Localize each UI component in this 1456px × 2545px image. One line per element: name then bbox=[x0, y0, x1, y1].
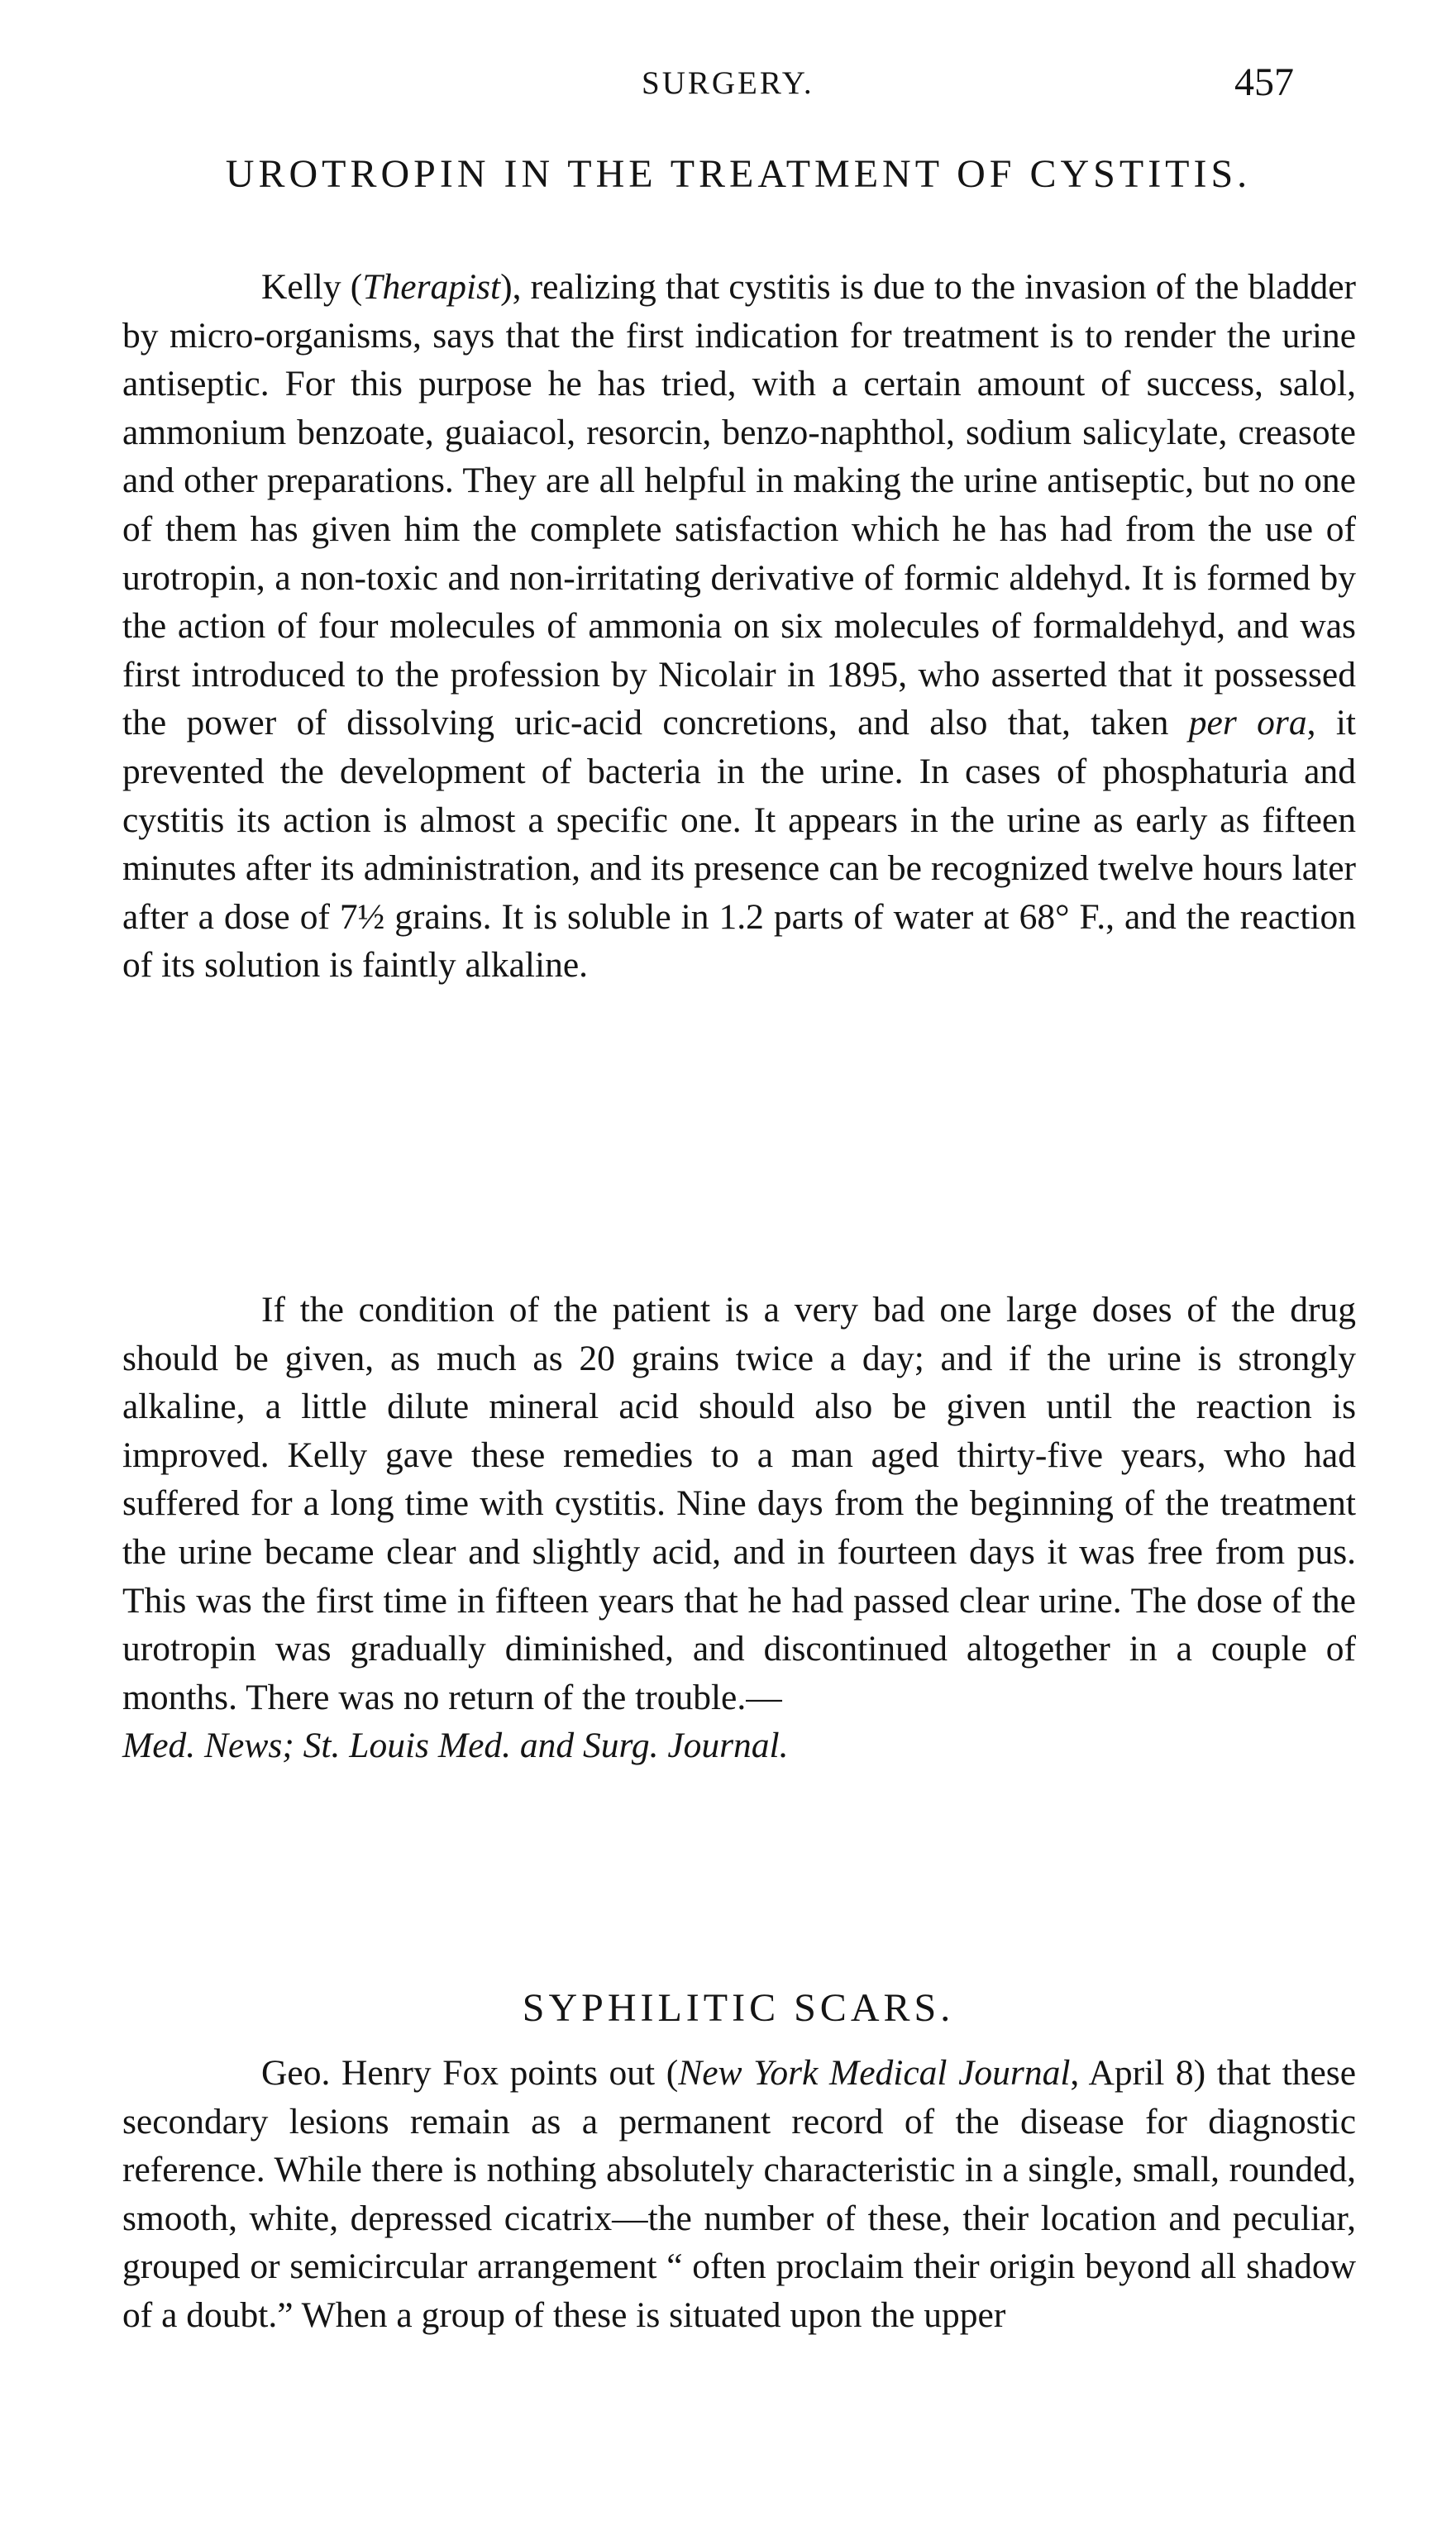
running-title: SURGERY. bbox=[642, 65, 814, 101]
paragraph-text: , it prevented the development of bacteria in the urine. In cases of phosphaturia and cystitis its action is almost a specific one. It appears in the urine as early as fifteen minutes after its administration, and its presence can be recognized twelve hours later after a dose of 7½ grains. It is soluble in 1.2 parts of water at 68° F., and the reaction of its solution is faintly alkaline. bbox=[122, 703, 1356, 986]
paragraph-text: Geo. Henry Fox points out ( bbox=[261, 2053, 679, 2093]
article-syphilitic-scars-body bbox=[122, 2049, 1356, 2340]
article-title-syphilitic-scars: SYPHILITIC SCARS. bbox=[522, 1986, 955, 2030]
paragraph-text: If the condition of the patient is a very bad one large doses of the drug should be given, as much as 20 grains twice a day; and if the urine is strongly alkaline, a little dilute mineral acid should also be given until the reaction is improved. Kelly gave these remedies to a man aged thirty-five years, who had suffered for a long time with cystitis. Nine days from the beginning of the treatment the urine became clear and slightly acid, and in fourteen days it was free from pus. This was the first time in fifteen years that he had passed clear urine. The dose of the urotropin was gradually diminished, and discontinued altogether in a couple of months. There was no return of the trouble.— bbox=[122, 1290, 1356, 1717]
paragraph bbox=[122, 263, 1356, 990]
paragraph-text: , April 8) that these secondary lesions remain as a permanent record of the disease for diagnostic reference. While there is nothing absolutely characteristic in a single, small, rounded, smooth, white, depressed cicatrix—the number of these, their location and peculiar, grouped or semicircular arrangement “ often proclaim their origin beyond all shadow of a doubt.” When a group of these is situated upon the upper bbox=[122, 2053, 1356, 2335]
article-title-urotropin: UROTROPIN IN THE TREATMENT OF CYSTITIS. bbox=[225, 152, 1252, 196]
article-urotropin-body bbox=[122, 263, 1356, 990]
article-urotropin-body-continued bbox=[122, 1286, 1356, 1770]
paragraph-text: Kelly ( bbox=[261, 267, 363, 307]
source-name: Therapist bbox=[362, 267, 501, 307]
latin-phrase: per ora bbox=[1188, 703, 1307, 743]
paragraph bbox=[122, 2049, 1356, 2340]
citation: Med. News; St. Louis Med. and Surg. Journal. bbox=[122, 1726, 789, 1766]
paragraph-text: ), realizing that cystitis is due to the invasion of the bladder by micro-organisms, says that the first indication for treatment is to render the urine antiseptic. For this purpose he has tried, with a certain amount of success, salol, ammonium benzoate, guaiacol, resorcin, benzo-naphthol, sodium salicylate, creasote and other preparations. They are all helpful in making the urine antiseptic, but no one of them has given him the complete satisfaction which he has had from the use of urotropin, a non-toxic and non-irritating derivative of formic aldehyd. It is formed by the action of four molecules of ammonia on six molecules of formaldehyd, and was first introduced to the profession by Nicolair in 1895, who asserted that it possessed the power of dissolving uric-acid concretions, and also that, taken bbox=[122, 267, 1356, 743]
paragraph bbox=[122, 1286, 1356, 1770]
running-header bbox=[0, 60, 1456, 114]
page-number: 457 bbox=[1234, 60, 1294, 104]
source-name: New York Medical Journal bbox=[678, 2053, 1071, 2093]
